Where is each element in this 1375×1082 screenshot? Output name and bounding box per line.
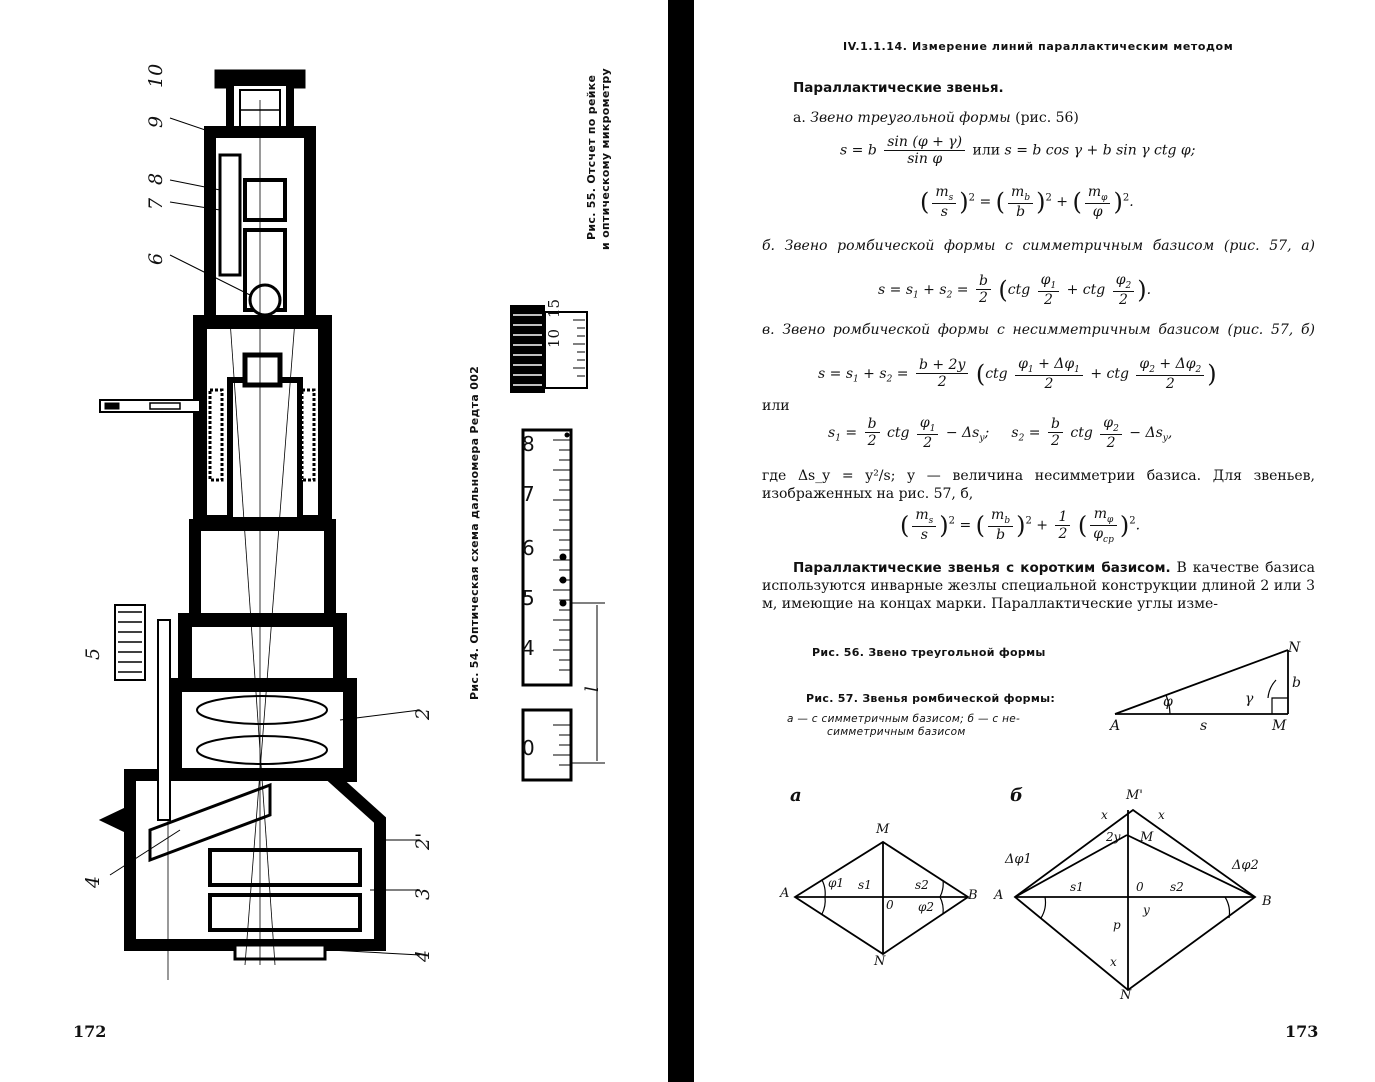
formula-s1-s2: $s_1$ = $\frac{b}{2}$ ctg $\frac{\varphi_1}{2}$ − $\Delta s_y$; $s_2$ = $\frac{b}{2}$ ctg $\frac{\varphi_2}{2}$ − $\Delta s_y$, (828, 415, 1173, 451)
callout-7: 7 (145, 197, 167, 210)
fig57a-label-A: A (780, 886, 790, 901)
micrometer-label-10: 10 (545, 328, 563, 348)
fig57b-label-y: y (1143, 903, 1150, 917)
fig57b-label-B: B (1262, 894, 1272, 909)
fig57b-label-x-bottom: x (1110, 955, 1117, 969)
rail-label-6: 6 (522, 536, 535, 560)
fig57b-label-M: M (1140, 830, 1154, 845)
fig57b-label-x-left: x (1101, 808, 1108, 822)
fig55-caption-line1: Рис. 55. Отсчет по рейке (585, 74, 598, 240)
fig57b-label-dphi2: Δφ2 (1232, 858, 1259, 873)
fig56-caption: Рис. 56. Звено треугольной формы (812, 646, 1046, 659)
fig57a-label-s1: s1 (858, 878, 872, 892)
callout-2: 2' (412, 832, 434, 850)
rail-label-8: 8 (522, 432, 535, 456)
fig57b-label-O: 0 (1136, 880, 1144, 894)
fig57b-label-p: p (1113, 918, 1121, 932)
fig57-caption: Рис. 57. Звенья ромбической формы: (806, 692, 1056, 705)
fig56-label-phi: φ (1163, 694, 1173, 710)
fig56-label-N: N (1288, 640, 1301, 656)
callout-6: 6 (145, 252, 167, 265)
fig57b-label-s2: s2 (1170, 880, 1184, 894)
fig57a-label-phi2: φ2 (918, 900, 935, 914)
fig56-label-s: s (1200, 718, 1208, 734)
short-base-paragraph: Параллактические звенья с коротким базисом. В качестве базиса используются инварные жезлы специальной конструкции длиной 2 или 3 м, имеющие на концах марки. Параллактические углы изме- (762, 560, 1315, 612)
fig57a-tag: а (790, 785, 802, 806)
or-word: или (762, 398, 790, 414)
rail-label-7: 7 (522, 482, 535, 506)
fig57b-label-2y: 2y (1106, 830, 1121, 844)
running-head: IV.1.1.14. Измерение линий параллактическим методом (843, 40, 1234, 53)
fig57b-label-N: N (1120, 988, 1132, 1003)
item-a-heading: а. Звено треугольной формы (рис. 56) (793, 110, 1079, 126)
section-title-parallactic: Параллактические звенья. (793, 80, 1004, 96)
fig57b-label-x-right: x (1158, 808, 1165, 822)
fig57a-label-M: M (876, 822, 890, 837)
rail-length-label: l (582, 686, 603, 692)
rail-label-0: 0 (522, 736, 535, 760)
fig54-caption: Рис. 54. Оптическая схема дальномера Редта 002 (468, 365, 481, 700)
fig56-label-M: M (1272, 718, 1287, 734)
fig57a-rhombus-diagram (790, 820, 980, 970)
micrometer-label-15: 15 (545, 298, 563, 318)
fig56-label-gamma: γ (1245, 691, 1254, 707)
fig57a-label-s2: s2 (915, 878, 929, 892)
fig56-label-b: b (1292, 675, 1301, 691)
callout-5: 5 (82, 647, 104, 660)
fig57a-label-B: B (968, 888, 978, 903)
item-v-text: в. Звено ромбической формы с несимметричным базисом (рис. 57, б) (762, 322, 1315, 338)
fig57b-label-M1: M' (1126, 788, 1143, 803)
fig57b-tag: б (1010, 785, 1023, 806)
fig57a-label-O: 0 (886, 898, 894, 912)
formula-s-triangle: s = b $\frac{\sin (\varphi + \gamma)}{\text{sin φ}}$ или s = b cos γ + b sin γ ctg φ; (840, 134, 1196, 167)
rail-label-4: 4 (522, 636, 535, 660)
fig57b-label-dphi1: Δφ1 (1005, 852, 1032, 867)
where-text: где Δs_y = y²/s; y — величина несимметрии базиса. Для звеньев, изображенных на рис. 57, б, (762, 468, 1315, 502)
book-spine (668, 0, 694, 1082)
callout-2-prime: 3 (412, 887, 434, 900)
rangefinder-optical-scheme (70, 60, 450, 980)
formula-error-triangle: ( $\frac{m_s}{s}$ )$^2$ = ( $\frac{m_b}{b}$ )$^2$ + ( $\frac{m_\varphi}{\varphi}$ )$^2$. (920, 184, 1134, 220)
callout-3: 4 (412, 949, 434, 962)
formula-error-rhombus: ( $\frac{m_s}{s}$ )$^2$ = ( $\frac{m_b}{b}$ )$^2$ + $\frac{1}{2}$ ( $\frac{m_\varphi}{\varphi_{ср}}$ )$^2$. (900, 506, 1141, 545)
item-b-text: б. Звено ромбической формы с симметричным базисом (рис. 57, а) (762, 238, 1315, 254)
page-number-left: 172 (73, 1022, 107, 1041)
fig57a-label-N: N (874, 954, 886, 969)
fig57-subcaption-2: симметричным базисом (827, 726, 966, 738)
callout-1: 2 (412, 707, 434, 720)
fig57a-label-phi1: φ1 (828, 876, 845, 890)
rail-label-5: 5 (522, 586, 535, 610)
fig56-label-A: A (1110, 718, 1121, 734)
page-number-right: 173 (1285, 1022, 1319, 1041)
fig55-caption-line2: и оптическому микрометру (599, 68, 612, 250)
formula-symmetric-base: $s = s_1 + s_2$ = $\frac{b}{2}$ (ctg $\frac{\varphi_1}{2}$ + ctg $\frac{\varphi_2}{2}$ ). (878, 272, 1152, 308)
fig57b-rhombus-diagram (1005, 800, 1265, 995)
callout-10: 10 (145, 63, 167, 88)
callout-9: 9 (145, 115, 167, 128)
callout-4: 4 (82, 875, 104, 888)
fig57b-label-A: A (994, 888, 1004, 903)
fig57-subcaption-1: а — с симметричным базисом; б — с не- (787, 713, 1021, 725)
callout-8: 8 (145, 172, 167, 185)
fig57b-label-s1: s1 (1070, 880, 1084, 894)
formula-asymmetric-base: $s = s_1 + s_2$ = $\frac{b + 2y}{2}$ (ctg $\frac{\varphi_1 + \Delta\varphi_1}{2}$ + ctg $\frac{\varphi_2 + \Delta\varphi_2}{2}$ ) (818, 356, 1217, 392)
